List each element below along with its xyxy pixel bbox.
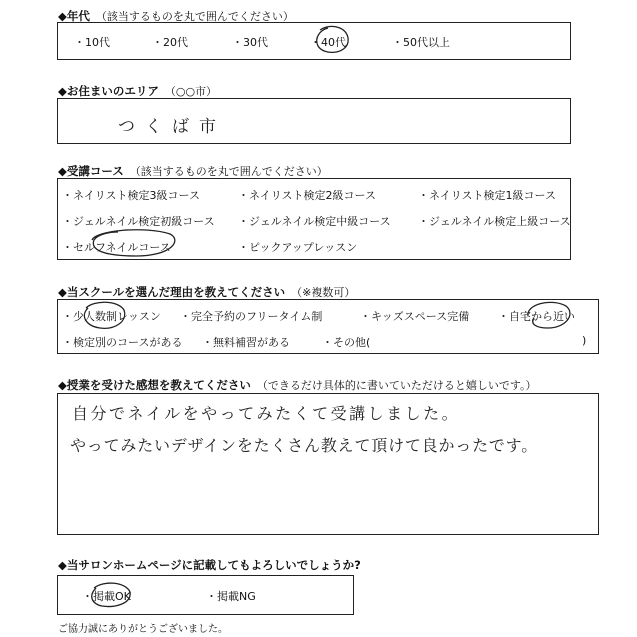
reason-option-exam-courses[interactable]: ・検定別のコースがある [62,336,183,349]
age-option-40s[interactable]: ・40代 [310,36,346,49]
age-title: ◆年代 [58,9,90,23]
course-option-pickup-lesson[interactable]: ・ピックアップレッスン [238,241,358,254]
area-answer: つくば市 [118,117,226,137]
age-option-20s[interactable]: ・20代 [152,36,188,49]
course-option-self-nail[interactable]: ・セルフネイルコース [62,241,171,254]
homepage-selection-circle [86,578,136,610]
course-selection-circle [86,226,180,260]
course-option-gel-beginner[interactable]: ・ジェルネイル検定初級コース [62,215,215,228]
impression-title: ◆授業を受けた感想を教えてください [58,378,251,392]
course-option-nailist-2[interactable]: ・ネイリスト検定2級コース [238,189,377,202]
impression-note: （できるだけ具体的に書いていただけると嬉しいです。） [256,379,537,392]
reason-option-small-class[interactable]: ・少人数制レッスン [62,310,161,323]
footer-thanks: ご協力誠にありがとうございました。 [58,624,228,635]
reason-option-free-time[interactable]: ・完全予約のフリータイム制 [180,310,323,323]
reason-option-free-makeup[interactable]: ・無料補習がある [202,336,290,349]
course-option-nailist-1[interactable]: ・ネイリスト検定1級コース [418,189,557,202]
area-title: ◆お住まいのエリア [58,84,159,98]
reason-option-other[interactable]: ・その他( [322,336,371,349]
age-option-30s[interactable]: ・30代 [232,36,268,49]
reason-selection-circle-near-home [522,298,574,332]
course-section-title [58,163,328,179]
course-option-gel-intermediate[interactable]: ・ジェルネイル検定中級コース [238,215,391,228]
reason-title: ◆当スクールを選んだ理由を教えてください [58,285,286,299]
impression-line-2: やってみたいデザインをたくさん教えて頂けて良かったです。 [70,436,539,455]
age-option-50s-plus[interactable]: ・50代以上 [392,36,450,49]
age-selection-circle [312,24,354,58]
impression-section-title [58,377,536,393]
homepage-section-title [58,557,361,573]
course-option-gel-advanced[interactable]: ・ジェルネイル検定上級コース [418,215,571,228]
homepage-option-ok[interactable]: ・掲載OK [82,590,131,603]
homepage-option-ng[interactable]: ・掲載NG [206,590,256,603]
reason-other-close-paren: ) [582,334,587,347]
area-section-title [58,83,217,99]
course-note: （該当するものを丸で囲んでください） [129,165,328,178]
course-title: ◆受講コース [58,164,124,178]
course-option-nailist-3[interactable]: ・ネイリスト検定3級コース [62,189,201,202]
age-option-10s[interactable]: ・10代 [74,36,110,49]
area-note: （○○市） [164,85,218,98]
impression-line-1: 自分でネイルをやってみたくて受講しました。 [72,404,461,423]
reason-note: （※複数可） [291,286,356,299]
homepage-title: ◆当サロンホームページに記載してもよろしいでしょうか? [58,558,361,572]
reason-selection-circle-small-class [78,298,130,332]
reason-option-kids-space[interactable]: ・キッズスペース完備 [360,310,470,323]
age-note: （該当するものを丸で囲んでください） [95,10,294,23]
reason-option-near-home[interactable]: ・自宅から近い [498,310,575,323]
